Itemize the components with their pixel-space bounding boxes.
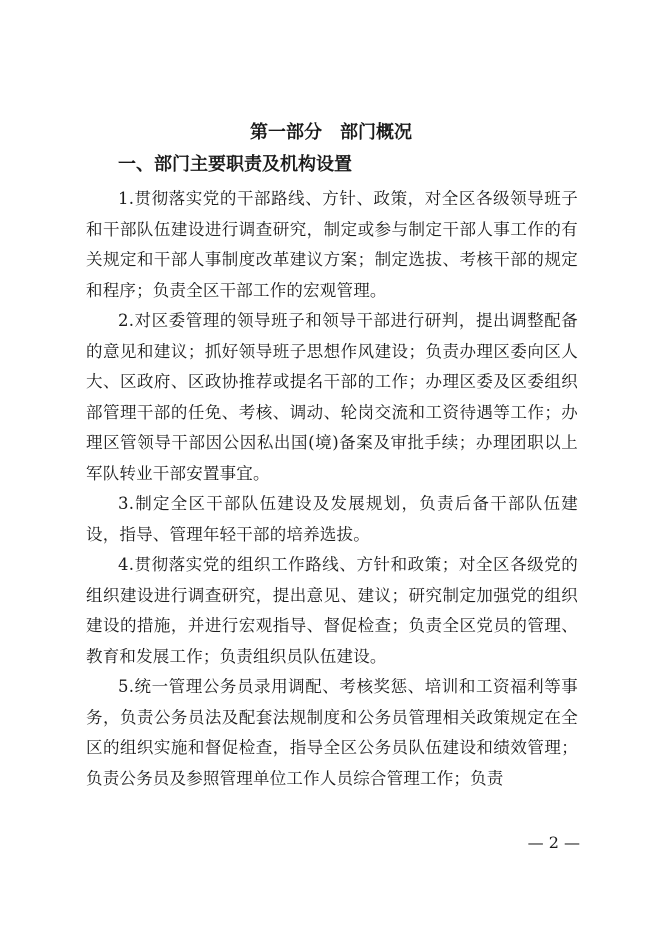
page-number: — 2 — [527,833,580,852]
paragraph-4: 4.贯彻落实党的组织工作路线、方针和政策；对全区各级党的组织建设进行调查研究，提出意见、建议；研究制定加强党的组织建设的措施，并进行宏观指导、督促检查；负责全区党员的管理、教育和发展工作；负责组织员队伍建设。 [86,555,578,666]
section-heading: 一、部门主要职责及机构设置 [118,154,352,175]
paragraph-5: 5.统一管理公务员录用调配、考核奖惩、培训和工资福利等事务，负责公务员法及配套法规制度和公务员管理相关政策规定在全区的组织实施和督促检查，指导全区公务员队伍建设和绩效管理；负责公务员及参照管理单位工作人员综合管理工作；负责 [86,677,578,788]
paragraph-2: 2.对区委管理的领导班子和领导干部进行研判，提出调整配备的意见和建议；抓好领导班子思想作风建设；负责办理区委向区人大、区政府、区政协推荐或提名干部的工作；办理区委及区委组织部管理干部的任免、考核、调动、轮岗交流和工资待遇等工作；办理区管领导干部因公因私出国(境)备案及审批手续；办理团职以上军队转业干部安置事宜。 [86,311,578,483]
part-title: 第一部分 部门概况 [250,122,412,143]
paragraph-3: 3.制定全区干部队伍建设及发展规划，负责后备干部队伍建设，指导、管理年轻干部的培养选拔。 [86,494,578,544]
body-text [86,184,578,794]
paragraph-1: 1.贯彻落实党的干部路线、方针、政策，对全区各级领导班子和干部队伍建设进行调查研究，制定或参与制定干部人事工作的有关规定和干部人事制度改革建议方案；制定选拔、考核干部的规定和程序；负责全区干部工作的宏观管理。 [86,189,578,300]
